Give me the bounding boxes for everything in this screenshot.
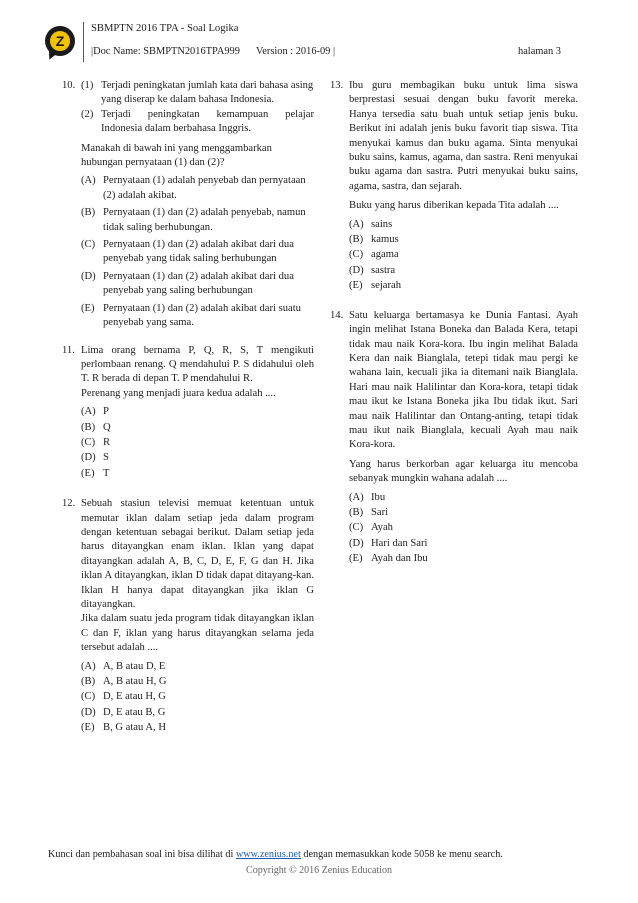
option-d: (D) sastra (349, 264, 396, 276)
zenius-link[interactable]: www.zenius.net (235, 849, 301, 860)
option-a: (A) P (81, 406, 109, 418)
statement-1: (1) Terjadi peningkatan jumlah kata dari bahasa asing yang diserap ke dalam bahasa Indonesia. (81, 80, 314, 106)
footer-text-pre: Kunci dan pembahasan soal ini bisa dilihat di (48, 849, 236, 860)
copyright: Copyright © 2016 Zenius Education (246, 865, 392, 876)
question-13 (330, 79, 578, 294)
question-prompt: Perenang yang menjadi juara kedua adalah .... (81, 387, 276, 399)
statement-2: (2) Terjadi peningkatan kemampuan pelajar Indonesia dalam berbahasa Inggris. (81, 108, 314, 135)
page-number: halaman 3 (518, 46, 561, 57)
question-14 (330, 309, 578, 567)
footer-text-post: dengan memasukkan kode 5058 ke menu search. (300, 849, 503, 860)
option-d: (D) Pernyataan (1) dan (2) adalah akibat dari dua penyebab yang saling berhubungan (81, 270, 294, 297)
question-number: 10. (62, 80, 76, 91)
option-a: (A) Ibu (349, 491, 386, 503)
question-number: 12. (62, 498, 76, 510)
option-b: (B) Sari (349, 506, 389, 518)
doc-title: SBMPTN 2016 TPA - Soal Logika (91, 23, 239, 34)
question-body: Sebuah stasiun televisi memuat ketentuan untuk memutar iklan dalam setiap jeda dalam program dengan ketentuan sebagai berikut. Dalam setiap jeda harus ditayangkan enam iklan. Iklan yang dapat ditayangkan adalah A, B, C, D, E, F, G dan H. Jika iklan A ditayangkan, iklan D tidak dapat ditayang-kan. Iklan H hanya dapat ditayangkan jika iklan G ditayangkan. (81, 498, 314, 610)
answer-options (81, 405, 314, 481)
question-number: 13. (330, 80, 344, 91)
option-d: (D) Hari dan Sari (349, 537, 428, 549)
option-c: (C) R (81, 436, 111, 448)
answer-options (349, 218, 578, 294)
option-b: (B) kamus (349, 234, 399, 246)
option-c: (C) D, E atau H, G (81, 691, 166, 703)
question-body: Ibu guru membagikan buku untuk lima siswa berprestasi sesuai dengan buku favorit mereka. Hanya tersedia satu buah untuk setiap jenis buku. Berikut ini adalah jenis buku favorit tiap siswa. Tita menyukai kamus dan buku agama. Sinta menyukai buku sains, kamus, agama, dan sastra. Reni menyukai buku agama dan sastra. Putri menyukai buku sains, agama, sastra, dan sejarah. (349, 80, 578, 192)
option-d: (D) S (81, 452, 109, 464)
page-header (45, 20, 605, 66)
answer-options (81, 174, 314, 330)
option-e: (E) T (81, 467, 110, 479)
question-prompt: Buku yang harus diberikan kepada Tita adalah .... (349, 200, 559, 212)
question-12 (62, 497, 314, 736)
question-number: 11. (62, 344, 75, 356)
question-10 (62, 79, 314, 331)
question-number: 14. (330, 309, 344, 321)
option-e: (E) sejarah (349, 280, 401, 292)
left-column (62, 79, 314, 747)
option-c: (C) agama (349, 249, 399, 261)
option-e: (E) Pernyataan (1) dan (2) adalah akibat dari suatu penyebab yang sama. (81, 302, 301, 329)
header-divider (83, 22, 84, 62)
right-column (330, 79, 578, 578)
question-body: Satu keluarga bertamasya ke Dunia Fantasi. Ayah ingin melihat Istana Boneka dan Balada Kera, tetapi tidak mau naik Kora-kora. Ibu ingin melihat Balada Kera dan naik Bianglala, tetepi tidak mau pergi ke wahana lain, kecuali jika ia ditemani naik Bianglala. Hari mau naik Halilintar dan Kora-kora, tetapi tidak mau ikut ke Istana Boneka jika Ibu tidak ikut. Sari mau naik Halilintar dan Ontang-anting, tetapi tidak mau ikut naik Bianglala, kecuali Ayah mau naik Kora-kora. (349, 309, 578, 451)
option-a: (A) Pernyataan (1) adalah penyebab dan pernyataan (2) adalah akibat. (81, 175, 306, 201)
doc-name: |Doc Name: SBMPTN2016TPA999 (91, 46, 240, 57)
option-e: (E) Ayah dan Ibu (349, 553, 428, 565)
option-c: (C) Ayah (349, 522, 393, 534)
question-11 (62, 344, 314, 482)
option-a: (A) sains (349, 218, 393, 230)
question-prompt: Jika dalam suatu jeda program tidak ditayangkan iklan C dan F, iklan yang harus ditayangkan selama jeda tersebut adalah .... (81, 613, 314, 654)
answer-options (81, 660, 314, 736)
answer-options (349, 491, 578, 567)
page-footer (48, 848, 503, 862)
option-b: (B) Q (81, 421, 111, 433)
option-d: (D) D, E atau B, G (81, 706, 166, 718)
option-c: (C) Pernyataan (1) dan (2) adalah akibat dari dua penyebab yang tidak saling berhubungan (81, 239, 294, 265)
question-body: Lima orang bernama P, Q, R, S, T mengikuti perlombaan renang. Q mendahului P. S didahului oleh T. R berada di depan T. P mendahului R. (81, 344, 314, 385)
doc-version: Version : 2016-09 | (255, 46, 336, 57)
doc-meta (91, 45, 335, 59)
option-a: (A) A, B atau D, E (81, 660, 166, 672)
question-prompt: Yang harus berkorban agar keluarga itu mencoba sebanyak mungkin wahana adalah .... (349, 458, 578, 485)
zenius-logo-icon: Z (45, 26, 75, 56)
option-b: (B) Pernyataan (1) dan (2) adalah penyebab, namun tidak saling berhubungan. (81, 207, 306, 233)
option-e: (E) B, G atau A, H (81, 722, 166, 734)
option-b: (B) A, B atau H, G (81, 676, 167, 688)
question-prompt: Manakah di bawah ini yang menggambarkan hubungan pernyataan (1) dan (2)? (81, 142, 272, 169)
